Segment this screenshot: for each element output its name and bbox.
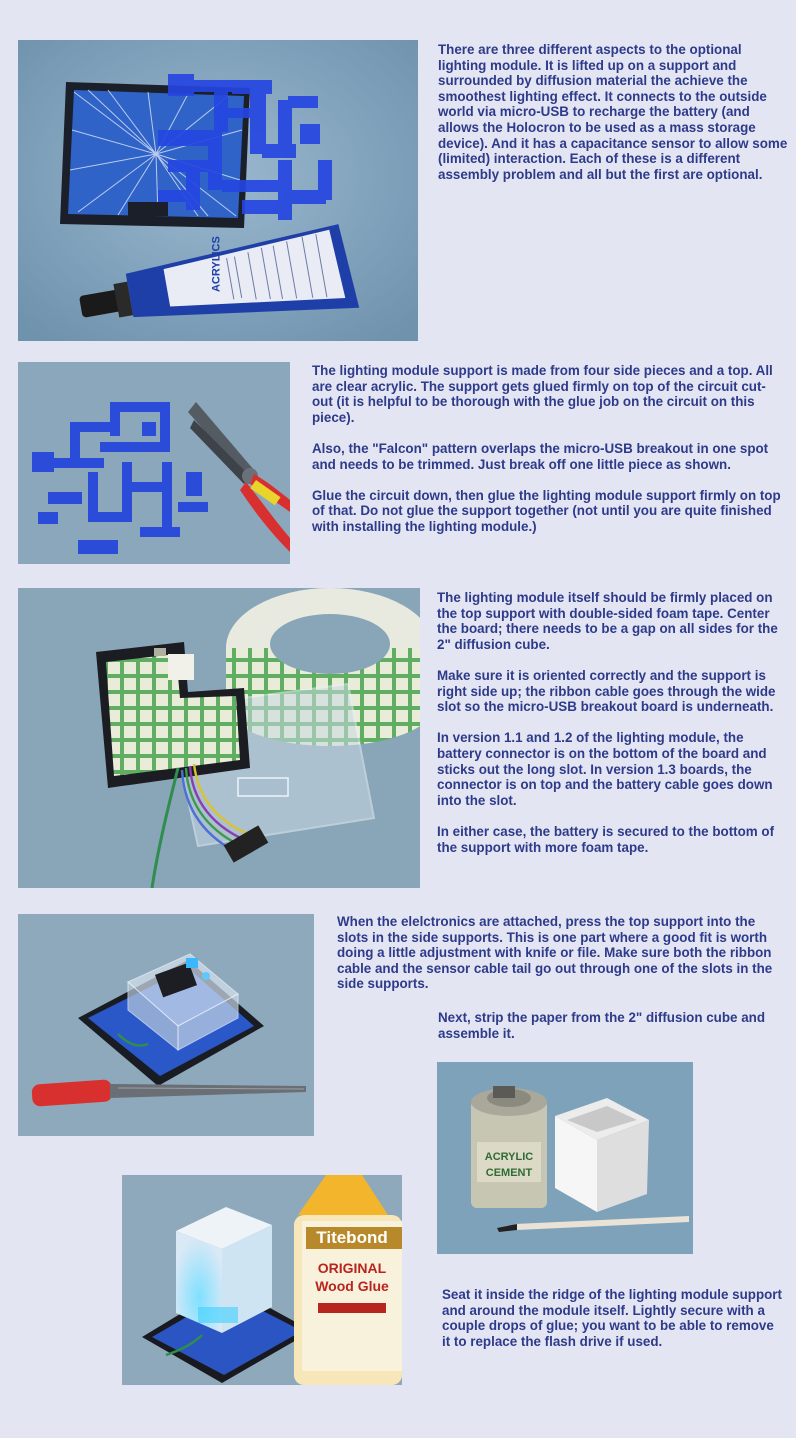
paragraph: Seat it inside the ridge of the lighting module support and around the module itself. Lightly secure with a couple drops of glue; you want to be able to remove it to replace the flash drive if used. [442, 1287, 782, 1349]
press-support-text [337, 914, 777, 992]
photo-circuit-and-glue [18, 40, 418, 341]
intro-text [438, 42, 788, 182]
seat-cube-text [442, 1287, 782, 1349]
paragraph: When the elelctronics are attached, press the top support into the slots in the side supports. This is one part where a good fit is worth doing a little adjustment with knife or file. Make sure both the ribbon cable and the sensor cable tail go out through one of the slots in the side supports. [337, 914, 773, 992]
cement-can-label-2: CEMENT [485, 1167, 533, 1179]
photo-acrylic-cement-and-cube [437, 1062, 693, 1254]
paragraph: Make sure it is oriented correctly and the support is right side up; the ribbon cable goes through the wide slot so the micro-USB breakout board is underneath. [437, 667, 776, 715]
paragraph: Also, the "Falcon" pattern overlaps the micro-USB breakout in one spot and needs to be trimmed. Just break off one little piece as shown. [312, 440, 769, 472]
paragraph: In either case, the battery is secured to the bottom of the support with more foam tape. [437, 823, 775, 855]
board-text [437, 590, 787, 855]
paragraph: There are three different aspects to the optional lighting module. It is lifted up on a support and surrounded by diffusion material the achieve the smoothest lighting effect. It connects to the outside world via micro-USB to recharge the battery (and allows the Holocron to be used as a mass storage device). And it has a capacitance sensor to allow some (limited) interaction. Each of these is a different assembly problem and all but the first are optional. [438, 42, 788, 182]
photo-lighting-board [18, 588, 420, 888]
photo-glowing-cube-and-wood-glue [122, 1175, 402, 1385]
paragraph: Glue the circuit down, then glue the lighting module support firmly on top of that. Do not glue the support together (not until you are quite finished with installing the lighting module.) [312, 487, 781, 534]
paragraph: In version 1.1 and 1.2 of the lighting module, the battery connector is on the bottom of the board and sticks out the long slot. In version 1.3 boards, the connector is on top and the battery cable goes down into the slot. [437, 730, 773, 808]
glue-tube-label: ACRYLICS [210, 236, 223, 293]
cement-can-label-1: ACRYLIC [484, 1151, 534, 1163]
wood-glue-line1: ORIGINAL [317, 1260, 387, 1276]
diffusion-cube-text [438, 1010, 788, 1041]
photo-assembled-module-and-file [18, 914, 314, 1136]
paragraph: The lighting module itself should be firmly placed on the top support with double-sided foam tape. Center the board; there needs to be a gap on all sides for the 2" diffusion cube. [437, 590, 778, 652]
photo-support-and-pliers [18, 362, 290, 564]
paragraph: The lighting module support is made from four side pieces and a top. All are clear acrylic. The support gets glued firmly on top of the circuit cut-out (it is helpful to be thorough with the glue job on the circuit on this piece). [312, 363, 773, 425]
support-text [312, 363, 782, 535]
wood-glue-line2: Wood Glue [315, 1278, 389, 1294]
paragraph: Next, strip the paper from the 2" diffusion cube and assemble it. [438, 1010, 766, 1041]
wood-glue-brand: Titebond [316, 1228, 388, 1247]
